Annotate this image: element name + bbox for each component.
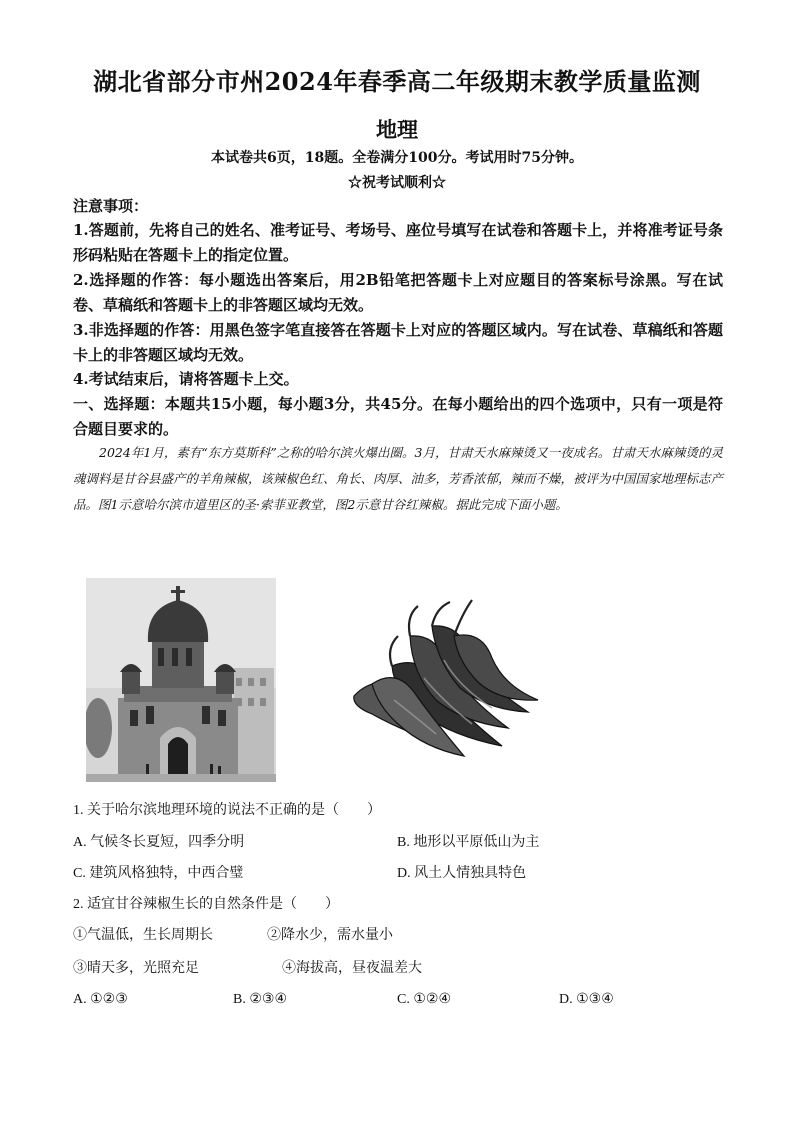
question-1-option-b: B. 地形以平原低山为主 [397, 835, 540, 850]
question-2-stem: 2. 适宜甘谷辣椒生长的自然条件是（ ） [73, 897, 339, 912]
question-2-condition-3: ③晴天多，光照充足 [73, 961, 199, 976]
figure-2-chili-pepper-image [332, 596, 542, 766]
notice-heading: 注意事项： [73, 197, 149, 215]
question-1-option-c: C. 建筑风格独特，中西合璧 [73, 866, 244, 881]
question-1-option-a: A. 气候冬长夏短，四季分明 [73, 835, 245, 850]
question-1-stem: 1. 关于哈尔滨地理环境的说法不正确的是（ ） [73, 803, 381, 818]
section-heading: 一、选择题：本题共15小题，每小题3分，共45分。在每小题给出的四个选项中，只有一项是符合题目要求的。 [73, 395, 723, 438]
exam-info: 本试卷共6页，18题。全卷满分100分。考试用时75分钟。 [211, 150, 583, 166]
material-paragraph: 2024年1月，素有“东方莫斯科”之称的哈尔滨火爆出圈。3月，甘肃天水麻辣烫又一夜成名。甘肃天水麻辣烫的灵魂调料是甘谷县盛产的羊角辣椒，该辣椒色红、角长、肉厚、油多，芳香浓郁，辣而不燥，被评为中国国家地理标志产品。图1示意哈尔滨市道里区的圣·索菲亚教堂，图2示意甘谷红辣椒。据此完成下面小题。 [73, 445, 724, 512]
notice-item-2: 2.选择题的作答：每小题选出答案后，用2B铅笔把答题卡上对应题目的答案标号涂黑。写在试卷、草稿纸和答题卡上的非答题区域均无效。 [73, 271, 723, 314]
figure-1-church-image [86, 578, 276, 782]
question-2-option-a: A. ①②③ [73, 992, 128, 1007]
question-2-condition-2: ②降水少，需水量小 [267, 928, 393, 943]
question-1-option-d: D. 风土人情独具特色 [397, 866, 527, 881]
good-luck-line: ☆祝考试顺利☆ [348, 175, 446, 191]
question-2-condition-4: ④海拔高，昼夜温差大 [282, 961, 422, 976]
exam-title: 湖北省部分市州2024年春季高二年级期末教学质量监测 [93, 67, 701, 96]
notice-item-3: 3.非选择题的作答：用黑色签字笔直接答在答题卡上对应的答题区域内。写在试卷、草稿纸和答题卡上的非答题区域均无效。 [73, 321, 723, 364]
question-2-condition-1: ①气温低，生长周期长 [73, 928, 213, 943]
notice-item-4: 4.考试结束后，请将答题卡上交。 [73, 370, 299, 388]
question-2-option-d: D. ①③④ [559, 992, 614, 1007]
question-2-option-b: B. ②③④ [233, 992, 287, 1007]
question-2-option-c: C. ①②④ [397, 992, 451, 1007]
notice-item-1: 1.答题前，先将自己的姓名、准考证号、考场号、座位号填写在试卷和答题卡上，并将准考证号条形码粘贴在答题卡上的指定位置。 [73, 221, 723, 264]
subject-title: 地理 [376, 117, 418, 142]
